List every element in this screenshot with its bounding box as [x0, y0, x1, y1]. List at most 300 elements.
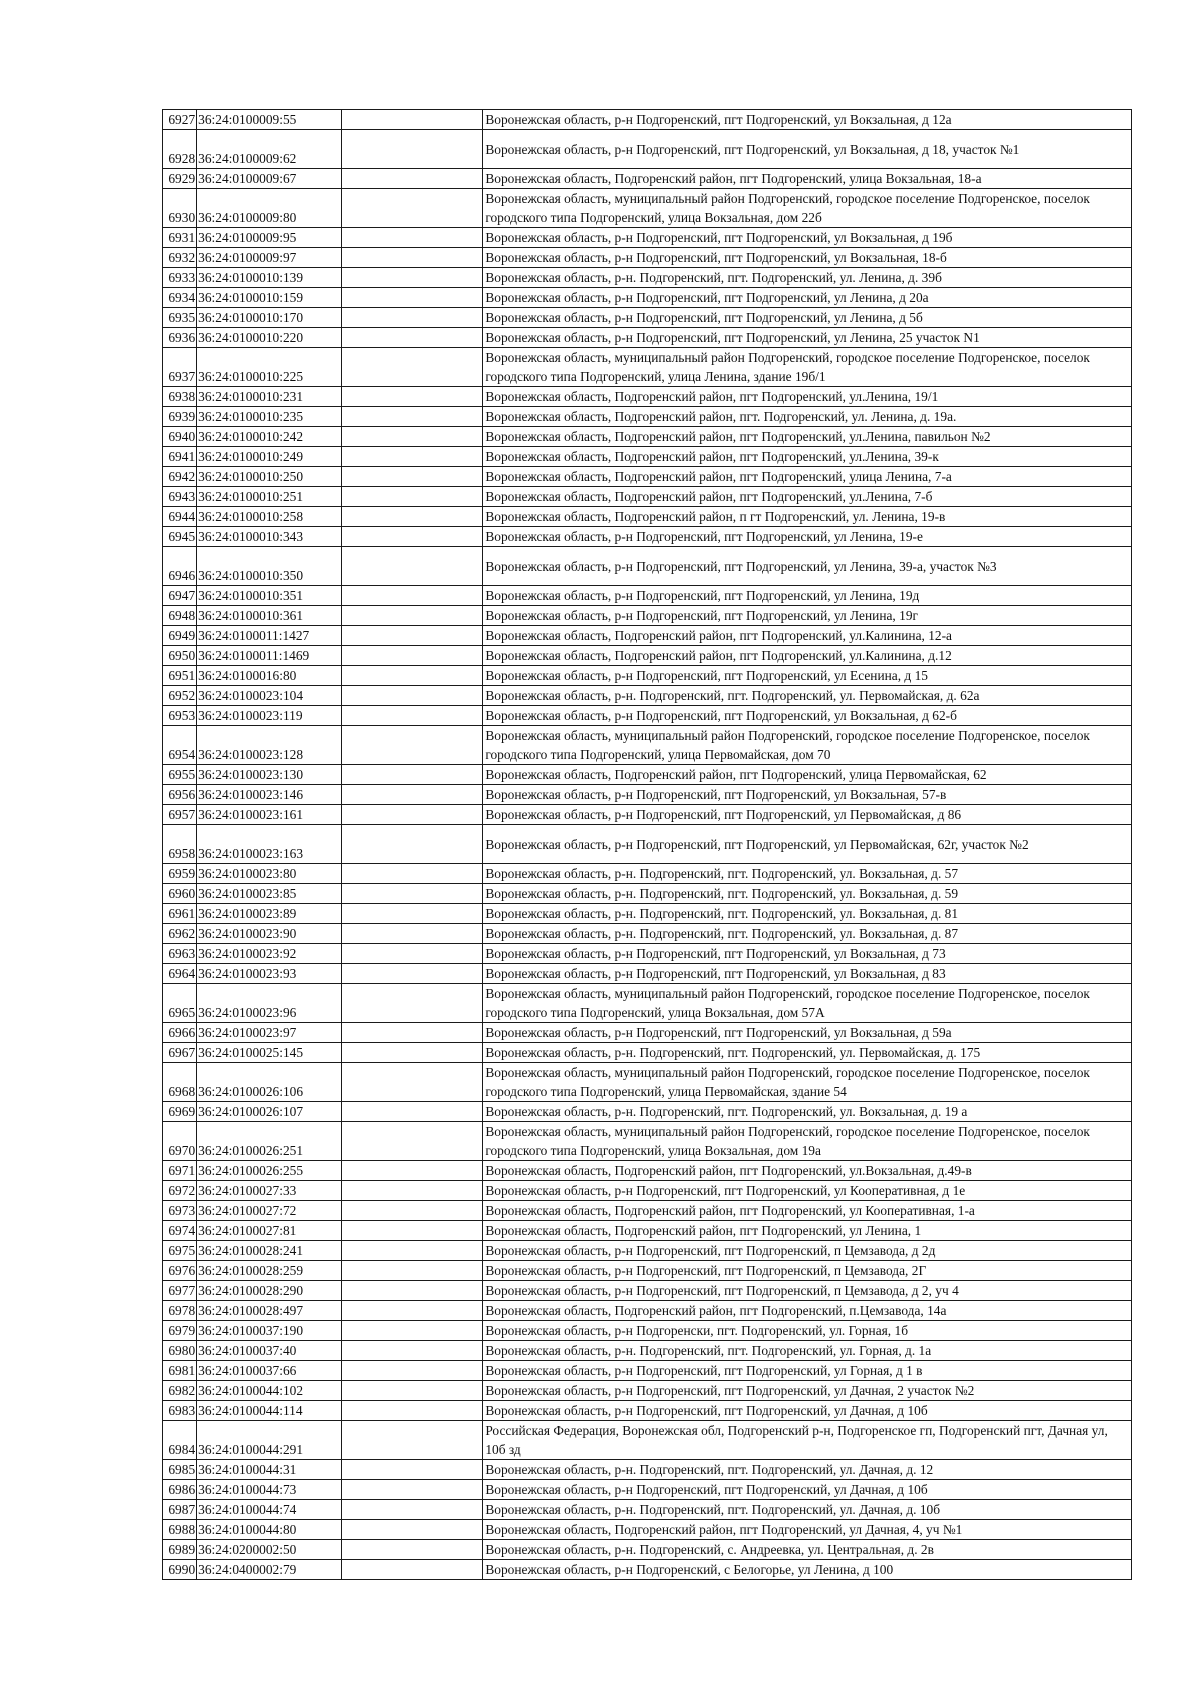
empty-cell — [341, 1043, 483, 1063]
cadastral-number: 36:24:0100023:128 — [197, 726, 342, 765]
empty-cell — [341, 726, 483, 765]
address-cell: Воронежская область, Подгоренский район, пгт Подгоренский, ул.Калинина, д.12 — [483, 646, 1132, 666]
empty-cell — [341, 1301, 483, 1321]
address-cell: Воронежская область, Подгоренский район, пгт Подгоренский, ул Дачная, 4, уч №1 — [483, 1520, 1132, 1540]
address-cell: Воронежская область, Подгоренский район, пгт Подгоренский, ул.Ленина, павильон №2 — [483, 427, 1132, 447]
cadastral-number: 36:24:0100037:66 — [197, 1361, 342, 1381]
table-row — [163, 825, 1132, 864]
address-cell: Воронежская область, р-н Подгоренский, пгт Подгоренский, ул Кооперативная, д 1е — [483, 1181, 1132, 1201]
cadastral-number: 36:24:0100023:89 — [197, 904, 342, 924]
empty-cell — [341, 407, 483, 427]
row-number: 6972 — [163, 1181, 197, 1201]
address-cell: Воронежская область, Подгоренский район, пгт Подгоренский, улица Первомайская, 62 — [483, 765, 1132, 785]
row-number: 6937 — [163, 348, 197, 387]
table-row — [163, 964, 1132, 984]
table-row — [163, 1381, 1132, 1401]
empty-cell — [341, 248, 483, 268]
table-row — [163, 1281, 1132, 1301]
row-number: 6956 — [163, 785, 197, 805]
empty-cell — [341, 487, 483, 507]
address-cell: Воронежская область, р-н Подгоренский, пгт Подгоренский, ул Вокзальная, д 83 — [483, 964, 1132, 984]
cadastral-number: 36:24:0100025:145 — [197, 1043, 342, 1063]
table-row — [163, 248, 1132, 268]
row-number: 6975 — [163, 1241, 197, 1261]
row-number: 6935 — [163, 308, 197, 328]
row-number: 6969 — [163, 1102, 197, 1122]
table-row — [163, 646, 1132, 666]
empty-cell — [341, 547, 483, 586]
table-row — [163, 1063, 1132, 1102]
empty-cell — [341, 507, 483, 527]
cadastral-number: 36:24:0100026:255 — [197, 1161, 342, 1181]
table-row — [163, 387, 1132, 407]
table-row — [163, 864, 1132, 884]
address-cell: Воронежская область, р-н. Подгоренский, пгт. Подгоренский, ул. Вокзальная, д. 81 — [483, 904, 1132, 924]
address-cell: Воронежская область, р-н Подгоренский, пгт Подгоренский, п Цемзавода, 2Г — [483, 1261, 1132, 1281]
cadastral-number: 36:24:0100023:146 — [197, 785, 342, 805]
address-cell: Воронежская область, р-н. Подгоренский, пгт. Подгоренский, ул. Дачная, д. 12 — [483, 1460, 1132, 1480]
row-number: 6936 — [163, 328, 197, 348]
empty-cell — [341, 785, 483, 805]
table-row — [163, 706, 1132, 726]
cadastral-number: 36:24:0100044:80 — [197, 1520, 342, 1540]
address-cell: Воронежская область, р-н. Подгоренский, пгт. Подгоренский, ул. Вокзальная, д. 57 — [483, 864, 1132, 884]
table-row — [163, 1023, 1132, 1043]
row-number: 6940 — [163, 427, 197, 447]
row-number: 6985 — [163, 1460, 197, 1480]
row-number: 6958 — [163, 825, 197, 864]
cadastral-number: 36:24:0100010:351 — [197, 586, 342, 606]
table-row — [163, 726, 1132, 765]
table-row — [163, 1401, 1132, 1421]
empty-cell — [341, 706, 483, 726]
table-row — [163, 507, 1132, 527]
row-number: 6981 — [163, 1361, 197, 1381]
table-row — [163, 1261, 1132, 1281]
empty-cell — [341, 666, 483, 686]
table-row — [163, 984, 1132, 1023]
table-row — [163, 1341, 1132, 1361]
empty-cell — [341, 646, 483, 666]
row-number: 6938 — [163, 387, 197, 407]
empty-cell — [341, 447, 483, 467]
empty-cell — [341, 169, 483, 189]
cadastral-number: 36:24:0100010:249 — [197, 447, 342, 467]
table-row — [163, 1560, 1132, 1580]
row-number: 6932 — [163, 248, 197, 268]
address-cell: Воронежская область, р-н Подгоренский, пгт Подгоренский, ул Первомайская, д 86 — [483, 805, 1132, 825]
address-cell: Воронежская область, р-н. Подгоренский, пгт. Подгоренский, ул. Горная, д. 1а — [483, 1341, 1132, 1361]
cadastral-number: 36:24:0100010:251 — [197, 487, 342, 507]
cadastral-number: 36:24:0100023:163 — [197, 825, 342, 864]
row-number: 6979 — [163, 1321, 197, 1341]
table-row — [163, 626, 1132, 646]
row-number: 6967 — [163, 1043, 197, 1063]
row-number: 6955 — [163, 765, 197, 785]
cadastral-number: 36:24:0100044:114 — [197, 1401, 342, 1421]
empty-cell — [341, 1560, 483, 1580]
empty-cell — [341, 1341, 483, 1361]
empty-cell — [341, 387, 483, 407]
empty-cell — [341, 765, 483, 785]
empty-cell — [341, 686, 483, 706]
table-row — [163, 805, 1132, 825]
table-row — [163, 1161, 1132, 1181]
cadastral-number: 36:24:0100026:106 — [197, 1063, 342, 1102]
cadastral-number: 36:24:0100023:130 — [197, 765, 342, 785]
empty-cell — [341, 1281, 483, 1301]
table-row — [163, 1221, 1132, 1241]
cadastral-number: 36:24:0100009:62 — [197, 130, 342, 169]
row-number: 6954 — [163, 726, 197, 765]
table-row — [163, 586, 1132, 606]
row-number: 6988 — [163, 1520, 197, 1540]
row-number: 6982 — [163, 1381, 197, 1401]
empty-cell — [341, 825, 483, 864]
row-number: 6952 — [163, 686, 197, 706]
address-cell: Воронежская область, р-н Подгоренский, пгт Подгоренский, п Цемзавода, д 2, уч 4 — [483, 1281, 1132, 1301]
address-cell: Воронежская область, р-н. Подгоренский, пгт. Подгоренский, ул. Первомайская, д. 175 — [483, 1043, 1132, 1063]
cadastral-number: 36:24:0100037:190 — [197, 1321, 342, 1341]
table-row — [163, 1043, 1132, 1063]
table-row — [163, 1540, 1132, 1560]
address-cell: Воронежская область, р-н Подгоренский, пгт Подгоренский, ул Вокзальная, 57-в — [483, 785, 1132, 805]
cadastral-number: 36:24:0100023:85 — [197, 884, 342, 904]
address-cell: Воронежская область, муниципальный район Подгоренский, городское поселение Подгоренское, поселок городского типа Подгоренский, улица Вокзальная, дом 22б — [483, 189, 1132, 228]
address-cell: Воронежская область, р-н Подгоренский, пгт Подгоренский, ул Ленина, д 20а — [483, 288, 1132, 308]
cadastral-number: 36:24:0100023:80 — [197, 864, 342, 884]
cadastral-number: 36:24:0100010:242 — [197, 427, 342, 447]
address-cell: Российская Федерация, Воронежская обл, Подгоренский р-н, Подгоренское гп, Подгоренский пгт, Дачная ул, 10б зд — [483, 1421, 1132, 1460]
row-number: 6939 — [163, 407, 197, 427]
address-cell: Воронежская область, Подгоренский район, пгт Подгоренский, ул.Ленина, 7-б — [483, 487, 1132, 507]
address-cell: Воронежская область, р-н Подгоренский, пгт Подгоренский, ул Дачная, д 10б — [483, 1401, 1132, 1421]
cadastral-number: 36:24:0100010:343 — [197, 527, 342, 547]
row-number: 6966 — [163, 1023, 197, 1043]
cadastral-number: 36:24:0100028:497 — [197, 1301, 342, 1321]
empty-cell — [341, 110, 483, 130]
table-row — [163, 189, 1132, 228]
address-cell: Воронежская область, Подгоренский район, пгт. Подгоренский, ул. Ленина, д. 19а. — [483, 407, 1132, 427]
address-cell: Воронежская область, р-н Подгоренский, пгт Подгоренский, ул Дачная, д 10б — [483, 1480, 1132, 1500]
row-number: 6942 — [163, 467, 197, 487]
table-row — [163, 944, 1132, 964]
empty-cell — [341, 1540, 483, 1560]
empty-cell — [341, 984, 483, 1023]
table-row — [163, 884, 1132, 904]
cadastral-number: 36:24:0100027:72 — [197, 1201, 342, 1221]
row-number: 6978 — [163, 1301, 197, 1321]
table-row — [163, 785, 1132, 805]
address-cell: Воронежская область, р-н Подгоренский, пгт Подгоренский, ул Ленина, 39-а, участок №3 — [483, 547, 1132, 586]
cadastral-number: 36:24:0100011:1427 — [197, 626, 342, 646]
empty-cell — [341, 228, 483, 248]
address-cell: Воронежская область, р-н Подгоренский, пгт Подгоренский, ул Горная, д 1 в — [483, 1361, 1132, 1381]
row-number: 6984 — [163, 1421, 197, 1460]
row-number: 6943 — [163, 487, 197, 507]
table-row — [163, 467, 1132, 487]
cadastral-number: 36:24:0100010:231 — [197, 387, 342, 407]
table-row — [163, 1181, 1132, 1201]
empty-cell — [341, 586, 483, 606]
empty-cell — [341, 606, 483, 626]
address-cell: Воронежская область, муниципальный район Подгоренский, городское поселение Подгоренское, поселок городского типа Подгоренский, улица Ленина, здание 19б/1 — [483, 348, 1132, 387]
empty-cell — [341, 1480, 483, 1500]
row-number: 6931 — [163, 228, 197, 248]
cadastral-number: 36:24:0100010:235 — [197, 407, 342, 427]
cadastral-number: 36:24:0100044:291 — [197, 1421, 342, 1460]
cadastral-number: 36:24:0100026:107 — [197, 1102, 342, 1122]
row-number: 6977 — [163, 1281, 197, 1301]
cadastral-number: 36:24:0100010:159 — [197, 288, 342, 308]
table-row — [163, 1102, 1132, 1122]
cadastral-number: 36:24:0100010:258 — [197, 507, 342, 527]
address-cell: Воронежская область, р-н. Подгоренский, пгт. Подгоренский, ул. Вокзальная, д. 59 — [483, 884, 1132, 904]
table-row — [163, 606, 1132, 626]
row-number: 6927 — [163, 110, 197, 130]
table-row — [163, 1480, 1132, 1500]
table-body — [163, 110, 1132, 1580]
address-cell: Воронежская область, муниципальный район Подгоренский, городское поселение Подгоренское, поселок городского типа Подгоренский, улица Вокзальная, дом 57А — [483, 984, 1132, 1023]
empty-cell — [341, 1321, 483, 1341]
table-row — [163, 904, 1132, 924]
address-cell: Воронежская область, р-н Подгоренский, пгт Подгоренский, ул Ленина, 19д — [483, 586, 1132, 606]
cadastral-number: 36:24:0100010:361 — [197, 606, 342, 626]
empty-cell — [341, 626, 483, 646]
empty-cell — [341, 1102, 483, 1122]
empty-cell — [341, 1520, 483, 1540]
empty-cell — [341, 884, 483, 904]
row-number: 6929 — [163, 169, 197, 189]
cadastral-number: 36:24:0100023:104 — [197, 686, 342, 706]
address-cell: Воронежская область, р-н Подгоренский, пгт Подгоренский, ул Первомайская, 62г, участок №2 — [483, 825, 1132, 864]
empty-cell — [341, 964, 483, 984]
empty-cell — [341, 805, 483, 825]
row-number: 6930 — [163, 189, 197, 228]
address-cell: Воронежская область, р-н. Подгоренский, пгт. Подгоренский, ул. Вокзальная, д. 19 а — [483, 1102, 1132, 1122]
cadastral-number: 36:24:0100010:139 — [197, 268, 342, 288]
row-number: 6944 — [163, 507, 197, 527]
address-cell: Воронежская область, р-н Подгоренский, пгт Подгоренский, ул Вокзальная, д 59а — [483, 1023, 1132, 1043]
address-cell: Воронежская область, муниципальный район Подгоренский, городское поселение Подгоренское, поселок городского типа Подгоренский, улица Первомайская, дом 70 — [483, 726, 1132, 765]
address-cell: Воронежская область, р-н Подгоренский, пгт Подгоренский, ул Вокзальная, д 18, участок №1 — [483, 130, 1132, 169]
cadastral-number: 36:24:0400002:79 — [197, 1560, 342, 1580]
cadastral-number: 36:24:0100009:55 — [197, 110, 342, 130]
address-cell: Воронежская область, р-н Подгоренский, пгт Подгоренский, п Цемзавода, д 2д — [483, 1241, 1132, 1261]
cadastral-number: 36:24:0100028:290 — [197, 1281, 342, 1301]
empty-cell — [341, 308, 483, 328]
empty-cell — [341, 1063, 483, 1102]
cadastral-number: 36:24:0100044:74 — [197, 1500, 342, 1520]
row-number: 6945 — [163, 527, 197, 547]
row-number: 6968 — [163, 1063, 197, 1102]
address-cell: Воронежская область, Подгоренский район, пгт Подгоренский, ул.Вокзальная, д.49-в — [483, 1161, 1132, 1181]
address-cell: Воронежская область, Подгоренский район, пгт Подгоренский, ул Ленина, 1 — [483, 1221, 1132, 1241]
cadastral-number: 36:24:0100023:119 — [197, 706, 342, 726]
row-number: 6934 — [163, 288, 197, 308]
cadastral-number: 36:24:0100011:1469 — [197, 646, 342, 666]
table-row — [163, 1460, 1132, 1480]
address-cell: Воронежская область, р-н Подгоренский, пгт Подгоренский, ул Дачная, 2 участок №2 — [483, 1381, 1132, 1401]
cadastral-number: 36:24:0100028:259 — [197, 1261, 342, 1281]
empty-cell — [341, 1261, 483, 1281]
row-number: 6941 — [163, 447, 197, 467]
empty-cell — [341, 348, 483, 387]
empty-cell — [341, 1161, 483, 1181]
empty-cell — [341, 1361, 483, 1381]
table-row — [163, 427, 1132, 447]
address-cell: Воронежская область, р-н Подгоренский, пгт Подгоренский, ул Ленина, 19-е — [483, 527, 1132, 547]
address-cell: Воронежская область, р-н. Подгоренский, пгт. Подгоренский, ул. Первомайская, д. 62а — [483, 686, 1132, 706]
row-number: 6970 — [163, 1122, 197, 1161]
row-number: 6971 — [163, 1161, 197, 1181]
empty-cell — [341, 189, 483, 228]
row-number: 6953 — [163, 706, 197, 726]
row-number: 6980 — [163, 1341, 197, 1361]
empty-cell — [341, 527, 483, 547]
property-table — [162, 109, 1132, 1580]
table-row — [163, 288, 1132, 308]
cadastral-number: 36:24:0100009:67 — [197, 169, 342, 189]
row-number: 6951 — [163, 666, 197, 686]
row-number: 6933 — [163, 268, 197, 288]
table-row — [163, 110, 1132, 130]
address-cell: Воронежская область, р-н. Подгоренский, пгт. Подгоренский, ул. Дачная, д. 10б — [483, 1500, 1132, 1520]
empty-cell — [341, 1023, 483, 1043]
table-row — [163, 487, 1132, 507]
cadastral-number: 36:24:0200002:50 — [197, 1540, 342, 1560]
cadastral-number: 36:24:0100027:81 — [197, 1221, 342, 1241]
address-cell: Воронежская область, р-н Подгоренский, пгт Подгоренский, ул Вокзальная, д 12а — [483, 110, 1132, 130]
address-cell: Воронежская область, р-н Подгоренский, пгт Подгоренский, ул Вокзальная, д 62-б — [483, 706, 1132, 726]
cadastral-number: 36:24:0100037:40 — [197, 1341, 342, 1361]
table-row — [163, 686, 1132, 706]
empty-cell — [341, 1201, 483, 1221]
row-number: 6962 — [163, 924, 197, 944]
row-number: 6928 — [163, 130, 197, 169]
table-row — [163, 547, 1132, 586]
cadastral-number: 36:24:0100010:250 — [197, 467, 342, 487]
address-cell: Воронежская область, Подгоренский район, пгт Подгоренский, ул.Ленина, 19/1 — [483, 387, 1132, 407]
row-number: 6983 — [163, 1401, 197, 1421]
empty-cell — [341, 1241, 483, 1261]
empty-cell — [341, 944, 483, 964]
cadastral-number: 36:24:0100023:93 — [197, 964, 342, 984]
row-number: 6949 — [163, 626, 197, 646]
row-number: 6976 — [163, 1261, 197, 1281]
cadastral-number: 36:24:0100023:90 — [197, 924, 342, 944]
cadastral-number: 36:24:0100027:33 — [197, 1181, 342, 1201]
empty-cell — [341, 1221, 483, 1241]
cadastral-number: 36:24:0100010:225 — [197, 348, 342, 387]
address-cell: Воронежская область, муниципальный район Подгоренский, городское поселение Подгоренское, поселок городского типа Подгоренский, улица Вокзальная, дом 19а — [483, 1122, 1132, 1161]
table-row — [163, 130, 1132, 169]
empty-cell — [341, 467, 483, 487]
empty-cell — [341, 328, 483, 348]
table-row — [163, 328, 1132, 348]
table-row — [163, 666, 1132, 686]
empty-cell — [341, 1421, 483, 1460]
row-number: 6973 — [163, 1201, 197, 1221]
cadastral-number: 36:24:0100009:95 — [197, 228, 342, 248]
row-number: 6961 — [163, 904, 197, 924]
cadastral-number: 36:24:0100023:92 — [197, 944, 342, 964]
cadastral-number: 36:24:0100044:73 — [197, 1480, 342, 1500]
address-cell: Воронежская область, Подгоренский район, пгт Подгоренский, ул.Калинина, 12-а — [483, 626, 1132, 646]
cadastral-number: 36:24:0100016:80 — [197, 666, 342, 686]
address-cell: Воронежская область, р-н Подгоренский, пгт Подгоренский, ул Есенина, д 15 — [483, 666, 1132, 686]
empty-cell — [341, 1122, 483, 1161]
cadastral-number: 36:24:0100010:350 — [197, 547, 342, 586]
address-cell: Воронежская область, р-н Подгоренский, пгт Подгоренский, ул Ленина, 25 участок N1 — [483, 328, 1132, 348]
row-number: 6948 — [163, 606, 197, 626]
address-cell: Воронежская область, р-н Подгоренский, пгт Подгоренский, ул Вокзальная, д 73 — [483, 944, 1132, 964]
address-cell: Воронежская область, р-н. Подгоренский, пгт. Подгоренский, ул. Ленина, д. 39б — [483, 268, 1132, 288]
cadastral-number: 36:24:0100023:97 — [197, 1023, 342, 1043]
table-row — [163, 1122, 1132, 1161]
cadastral-number: 36:24:0100026:251 — [197, 1122, 342, 1161]
address-cell: Воронежская область, р-н Подгоренски, пгт. Подгоренский, ул. Горная, 1б — [483, 1321, 1132, 1341]
row-number: 6974 — [163, 1221, 197, 1241]
address-cell: Воронежская область, р-н Подгоренский, пгт Подгоренский, ул Вокзальная, 18-б — [483, 248, 1132, 268]
address-cell: Воронежская область, Подгоренский район, пгт Подгоренский, улица Ленина, 7-а — [483, 467, 1132, 487]
cadastral-number: 36:24:0100023:161 — [197, 805, 342, 825]
table-row — [163, 1361, 1132, 1381]
address-cell: Воронежская область, р-н. Подгоренский, с. Андреевка, ул. Центральная, д. 2в — [483, 1540, 1132, 1560]
table-row — [163, 1241, 1132, 1261]
table-row — [163, 765, 1132, 785]
empty-cell — [341, 904, 483, 924]
empty-cell — [341, 924, 483, 944]
empty-cell — [341, 268, 483, 288]
row-number: 6987 — [163, 1500, 197, 1520]
empty-cell — [341, 130, 483, 169]
address-cell: Воронежская область, Подгоренский район, пгт Подгоренский, улица Вокзальная, 18-а — [483, 169, 1132, 189]
cadastral-number: 36:24:0100044:31 — [197, 1460, 342, 1480]
address-cell: Воронежская область, Подгоренский район, пгт Подгоренский, ул.Ленина, 39-к — [483, 447, 1132, 467]
table-row — [163, 924, 1132, 944]
empty-cell — [341, 1181, 483, 1201]
cadastral-number: 36:24:0100009:97 — [197, 248, 342, 268]
row-number: 6990 — [163, 1560, 197, 1580]
table-row — [163, 308, 1132, 328]
table-row — [163, 1520, 1132, 1540]
row-number: 6947 — [163, 586, 197, 606]
cadastral-number: 36:24:0100023:96 — [197, 984, 342, 1023]
row-number: 6964 — [163, 964, 197, 984]
row-number: 6989 — [163, 1540, 197, 1560]
row-number: 6957 — [163, 805, 197, 825]
row-number: 6960 — [163, 884, 197, 904]
address-cell: Воронежская область, Подгоренский район, пгт Подгоренский, ул Кооперативная, 1-а — [483, 1201, 1132, 1221]
address-cell: Воронежская область, Подгоренский район, пгт Подгоренский, п.Цемзавода, 14а — [483, 1301, 1132, 1321]
table-row — [163, 1500, 1132, 1520]
empty-cell — [341, 864, 483, 884]
table-row — [163, 228, 1132, 248]
address-cell: Воронежская область, р-н Подгоренский, с Белогорье, ул Ленина, д 100 — [483, 1560, 1132, 1580]
cadastral-number: 36:24:0100009:80 — [197, 189, 342, 228]
address-cell: Воронежская область, р-н Подгоренский, пгт Подгоренский, ул Ленина, 19г — [483, 606, 1132, 626]
row-number: 6950 — [163, 646, 197, 666]
table-row — [163, 1321, 1132, 1341]
table-row — [163, 348, 1132, 387]
table-row — [163, 527, 1132, 547]
address-cell: Воронежская область, р-н Подгоренский, пгт Подгоренский, ул Вокзальная, д 19б — [483, 228, 1132, 248]
empty-cell — [341, 288, 483, 308]
table-row — [163, 1201, 1132, 1221]
cadastral-number: 36:24:0100028:241 — [197, 1241, 342, 1261]
empty-cell — [341, 1401, 483, 1421]
